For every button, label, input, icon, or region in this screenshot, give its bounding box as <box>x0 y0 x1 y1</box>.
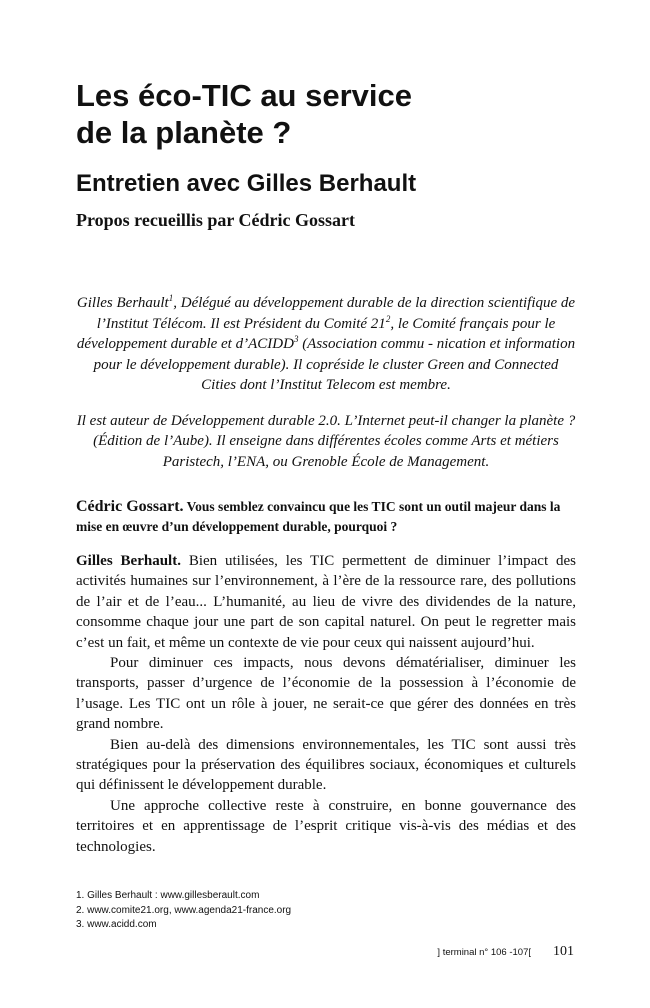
journal-issue: ] terminal n° 106 -107[ <box>437 947 531 958</box>
answer-speaker: Gilles Berhault. <box>76 553 181 569</box>
article-title-line-1: Les éco-TIC au service <box>76 78 412 113</box>
abstract-text: , Délégué au développement durable de la direction scientifique de l’Institut Télécom. Il est Président du Comité 21 <box>96 295 576 332</box>
footnote-3: 3. www.acidd.com <box>76 919 157 930</box>
question-1 <box>76 497 576 537</box>
abstract-text: (Association commu - nication et information pour le développement durable). Il copréside le cluster Green and Connected Cities dont l’Institut Telecom est membre. <box>93 336 576 393</box>
footnote-ref-2: 2 <box>385 313 391 324</box>
abstract-paragraph-1 <box>76 293 576 396</box>
article-byline: Propos recueillis par Cédric Gossart <box>76 210 355 230</box>
answer-paragraph-3: Bien au-delà des dimensions environnementales, les TIC sont aussi très stratégiques pour la préservation des équilibres sociaux, économiques et culturels qui définissent le développement durable. <box>76 736 576 794</box>
footnote-ref-3: 3 <box>293 334 299 344</box>
answer-1 <box>76 551 576 857</box>
footnote-1: 1. Gilles Berhault : www.gillesberault.com <box>76 890 260 901</box>
abstract-text: Gilles Berhault <box>76 295 169 311</box>
question-speaker: Cédric Gossart. <box>76 498 184 515</box>
footnote-2: 2. www.comite21.org, www.agenda21-france.org <box>76 904 292 916</box>
abstract-text: , le Comité français pour le développement durable et d’ACIDD <box>76 315 556 352</box>
footnote-ref-1: 1 <box>168 293 174 303</box>
article-title-line-2: de la planète ? <box>76 115 292 150</box>
abstract <box>76 293 576 472</box>
article-subtitle: Entretien avec Gilles Berhault <box>76 170 417 197</box>
article-title <box>76 77 596 151</box>
page-number: 101 <box>553 944 574 959</box>
abstract-paragraph-2: Il est auteur de Développement durable 2.0. L’Internet peut-il changer la planète ? (Édition de l’Aube). Il enseigne dans différentes écoles comme Arts et métiers Paristech, l’ENA, ou Grenoble École de Management. <box>76 412 576 470</box>
answer-paragraph-4: Une approche collective reste à construire, en bonne gouvernance des territoires et en apprentissage de l’esprit critique vis-à-vis des médias et des technologies. <box>76 797 576 855</box>
answer-paragraph-2: Pour diminuer ces impacts, nous devons dématérialiser, diminuer les transports, passer d’urgence de l’économie de la possession à l’économie de l’usage. Les TIC ont un rôle à jouer, ne serait-ce que gérer des données en très grand nombre. <box>76 655 576 733</box>
interview-body <box>76 497 576 857</box>
answer-text: Bien utilisées, les TIC permettent de diminuer l’impact des activités humaines sur l’environnement, à l’ère de la ressource rare, des pollutions de l’air et de l’eau... L’humanité, au lieu de vivre des dividendes de la nature, consomme chaque jour une part de son capital naturel. On peut le regretter mais c’est un fait, et même un contexte de vie pour ceux qui naissent aujourd’hui. <box>76 553 576 651</box>
question-text: Vous semblez convaincu que les TIC sont un outil majeur dans la mise en œuvre d’un développement durable, pourquoi ? <box>76 499 561 534</box>
answer-paragraph-1 <box>76 551 576 653</box>
page-folio <box>437 944 574 961</box>
footnotes <box>76 889 576 933</box>
